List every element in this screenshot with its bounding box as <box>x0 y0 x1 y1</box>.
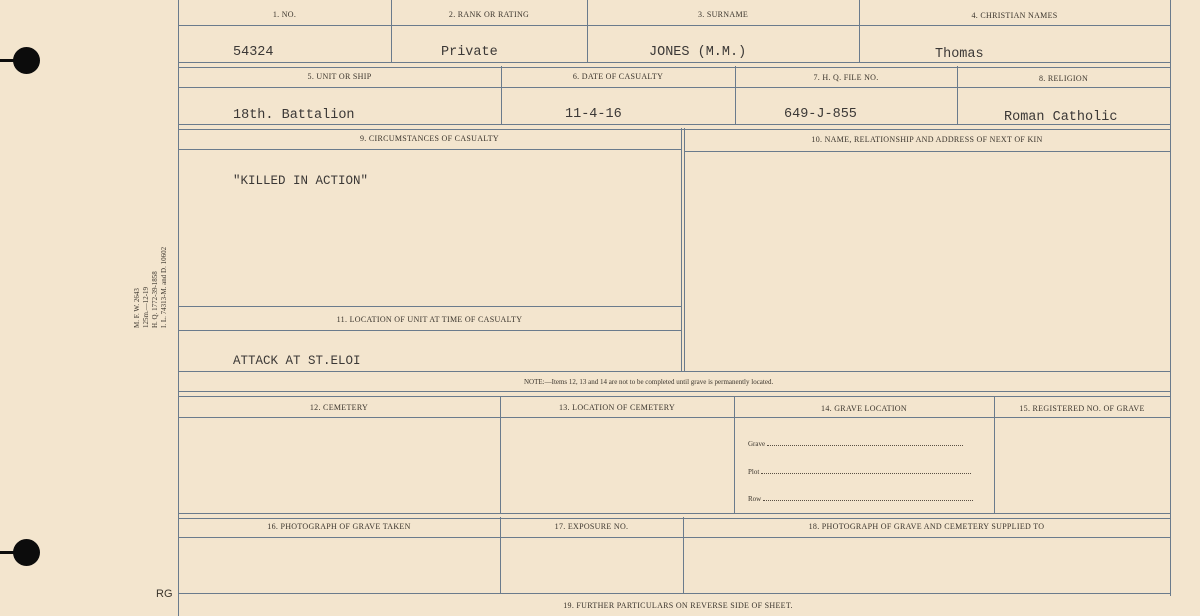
side-print-line: H. Q. 1772-39-1858 <box>151 271 159 328</box>
punch-hole-top <box>13 47 40 74</box>
divider <box>734 396 735 513</box>
grave-location-label: 14. GRAVE LOCATION <box>821 404 907 413</box>
divider <box>994 396 995 513</box>
circumstances-value: "KILLED IN ACTION" <box>233 174 369 188</box>
row5-bottom-rule <box>178 593 1170 594</box>
religion-label: 8. RELIGION <box>1038 74 1089 83</box>
row-field <box>748 494 973 503</box>
row4-bottom-rule <box>178 513 1170 519</box>
unit-value: 18th. Battalion <box>233 108 355 123</box>
row3-bottom-rule <box>178 371 1170 372</box>
photo-taken-label: 16. PHOTOGRAPH OF GRAVE TAKEN <box>267 522 411 531</box>
christian-names-label: 4. CHRISTIAN NAMES <box>971 11 1058 20</box>
row1-bottom-rule <box>178 62 1170 68</box>
christian-names-value: Thomas <box>935 47 984 62</box>
divider <box>859 0 860 62</box>
religion-value: Roman Catholic <box>1004 110 1118 125</box>
date-label: 6. DATE OF CASUALTY <box>572 72 664 81</box>
row2-header-rule <box>178 87 1170 88</box>
further-particulars-label: 19. FURTHER PARTICULARS ON REVERSE SIDE OF SHEET. <box>563 601 793 610</box>
side-print <box>133 247 169 328</box>
kin-header-rule <box>684 151 1170 152</box>
hq-file-value: 649-J-855 <box>784 107 857 122</box>
unit-label: 5. UNIT OR SHIP <box>307 72 372 81</box>
side-print-line: I. L. 74313-M. and D. 10602 <box>160 246 168 328</box>
note-text: NOTE:—Items 12, 13 and 14 are not to be completed until grave is permanently located. <box>524 378 774 386</box>
surname-label: 3. SURNAME <box>697 10 749 19</box>
row1-header-rule <box>178 25 1170 26</box>
rank-label: 2. RANK OR RATING <box>448 10 530 19</box>
punch-hole-bottom <box>13 539 40 566</box>
hq-file-label: 7. H. Q. FILE NO. <box>813 73 879 82</box>
circumstances-label: 9. CIRCUMSTANCES OF CASUALTY <box>359 134 500 143</box>
row5-header-rule <box>178 537 1170 538</box>
rank-value: Private <box>441 45 498 60</box>
row2-bottom-rule <box>178 124 1170 130</box>
divider <box>500 396 501 513</box>
side-print-line: 125m.—12-19 <box>142 286 150 328</box>
divider <box>681 128 682 371</box>
photo-supplied-label: 18. PHOTOGRAPH OF GRAVE AND CEMETERY SUPPLIED TO <box>808 522 1045 531</box>
cemetery-label: 12. CEMETERY <box>309 403 369 412</box>
location-header-rule <box>178 330 681 331</box>
side-print-line: M. F. W. 2643 <box>133 288 141 328</box>
unit-location-label: 11. LOCATION OF UNIT AT TIME OF CASUALTY <box>336 315 523 324</box>
surname-value: JONES (M.M.) <box>649 45 747 60</box>
plot-field <box>748 467 971 476</box>
divider <box>684 128 685 371</box>
grave-label: Grave <box>748 440 766 448</box>
note-bottom-rule <box>178 391 1170 397</box>
row4-header-rule <box>178 417 1170 418</box>
row-label: Row <box>748 495 762 503</box>
location-top-rule <box>178 306 681 307</box>
next-of-kin-label: 10. NAME, RELATIONSHIP AND ADDRESS OF NEXT OF KIN <box>811 135 1043 144</box>
cemetery-location-label: 13. LOCATION OF CEMETERY <box>558 403 676 412</box>
right-border <box>1170 0 1171 596</box>
no-value: 54324 <box>233 45 274 60</box>
exposure-label: 17. EXPOSURE NO. <box>554 522 629 531</box>
unit-location-value: ATTACK AT ST.ELOI <box>233 354 361 368</box>
grave-field <box>748 439 963 448</box>
date-value: 11-4-16 <box>565 107 622 122</box>
registered-no-label: 15. REGISTERED NO. OF GRAVE <box>1019 404 1145 413</box>
rg-mark: RG <box>156 588 173 600</box>
plot-label: Plot <box>748 468 760 476</box>
no-label: 1. NO. <box>272 10 297 19</box>
row3-header-rule <box>178 149 681 150</box>
